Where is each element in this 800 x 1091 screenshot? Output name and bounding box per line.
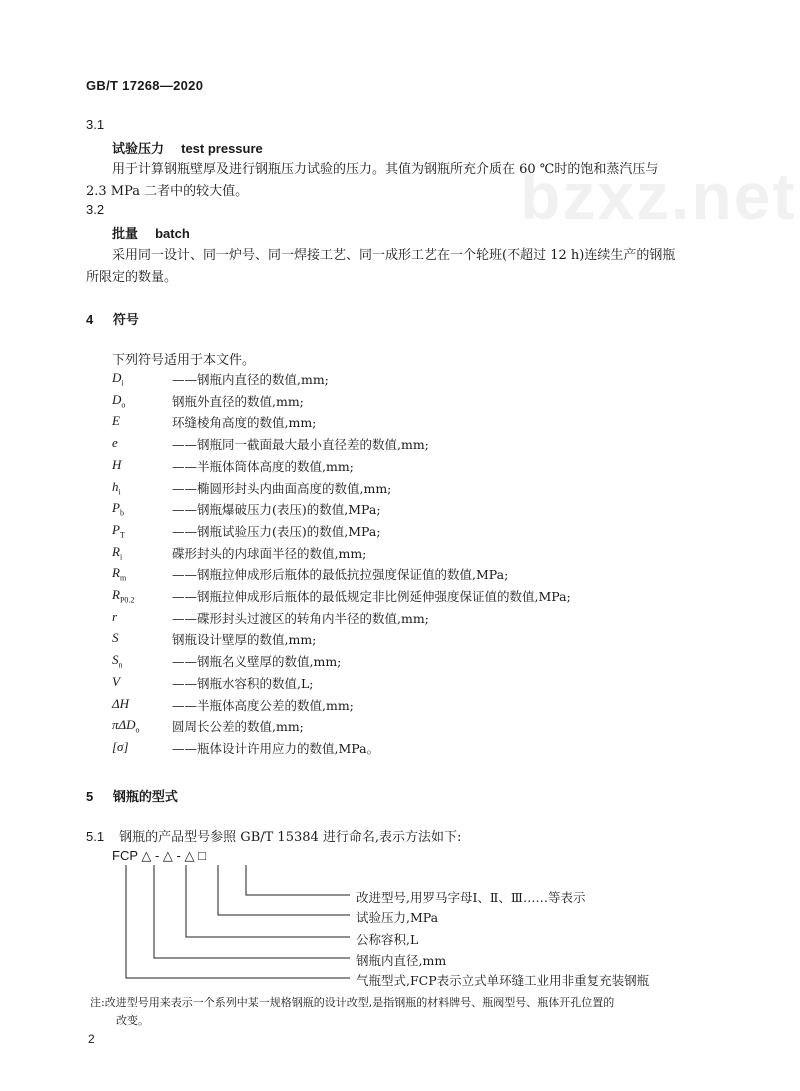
standard-number-header: GB/T 17268—2020 <box>86 78 204 93</box>
symbol-subscript: T <box>119 530 125 540</box>
symbol-base: E <box>112 413 120 428</box>
symbol-description: 碟形封头的内球面半径的数值,mm; <box>172 546 367 561</box>
symbol-subscript: o <box>135 725 140 735</box>
symbol-description: ——半瓶体筒体高度的数值,mm; <box>172 459 354 474</box>
watermark: bzxz.net <box>520 159 797 233</box>
clause-3-1-definition-line1: 用于计算钢瓶壁厚及进行钢瓶压力试验的压力。其值为钢瓶所充介质在 60 ℃时的饱和蒸汽压与 <box>112 162 659 177</box>
symbol-description: ——钢瓶拉伸成形后瓶体的最低抗拉强度保证值的数值,MPa; <box>172 567 509 582</box>
symbol-description: ——瓶体设计许用应力的数值,MPa。 <box>172 741 380 756</box>
label-inner-diameter: 钢瓶内直径,mm <box>356 953 447 968</box>
symbol-description: ——钢瓶试验压力(表压)的数值,MPa; <box>172 524 381 539</box>
leader-line-improvement <box>246 865 350 895</box>
symbol-base: R <box>112 587 120 602</box>
label-nominal-volume: 公称容积,L <box>356 932 419 947</box>
symbol-subscript: i <box>119 552 123 562</box>
label-cylinder-type: 气瓶型式,FCP表示立式单环缝工业用非重复充装钢瓶 <box>356 973 650 988</box>
section-5-number: 5 <box>86 789 94 804</box>
clause-3-1-number: 3.1 <box>86 117 105 132</box>
symbol-description: 钢瓶外直径的数值,mm; <box>172 394 304 409</box>
symbol-base: S <box>112 652 119 667</box>
symbol-description: ——钢瓶爆破压力(表压)的数值,MPa; <box>172 502 381 517</box>
symbol-subscript: i <box>118 487 121 497</box>
symbol-description: ——钢瓶内直径的数值,mm; <box>172 372 329 387</box>
symbol-description: ——半瓶体高度公差的数值,mm; <box>172 698 354 713</box>
clause-5-1-text: 钢瓶的产品型号参照 GB/T 15384 进行命名,表示方法如下: <box>119 830 462 845</box>
clause-3-2-definition-line2: 所限定的数量。 <box>86 270 178 285</box>
symbol-base: D <box>112 392 122 407</box>
symbol-subscript: P0.2 <box>119 595 135 605</box>
model-code: FCP △ - △ - △ □ <box>112 848 206 863</box>
term-zh: 试验压力 <box>112 141 165 156</box>
leader-line-nominal-volume <box>186 865 350 937</box>
term-en: test pressure <box>181 141 263 156</box>
label-improvement-model: 改进型号,用罗马字母Ⅰ、Ⅱ、Ⅲ……等表示 <box>356 890 586 905</box>
label-test-pressure: 试验压力,MPa <box>356 910 439 925</box>
symbol-description: 环缝棱角高度的数值,mm; <box>172 415 317 430</box>
section-4-title: 符号 <box>112 312 139 327</box>
symbol-description: ——椭圆形封头内曲面高度的数值,mm; <box>172 481 392 496</box>
symbol-description: ——碟形封头过渡区的转角内半径的数值,mm; <box>172 611 429 626</box>
symbol-base: [σ] <box>112 739 129 754</box>
leader-line-cylinder-type <box>126 865 350 978</box>
note-line2: 改变。 <box>116 1014 149 1027</box>
symbol-base: P <box>112 500 120 515</box>
symbol-subscript: b <box>119 508 124 518</box>
symbol-subscript: m <box>119 573 127 583</box>
symbol-description: 圆周长公差的数值,mm; <box>172 719 304 734</box>
section-5-title: 钢瓶的型式 <box>112 789 178 804</box>
symbol-base: h <box>112 479 119 494</box>
clause-3-1-definition-line2: 2.3 MPa 二者中的较大值。 <box>86 184 249 199</box>
symbol-description: 钢瓶设计壁厚的数值,mm; <box>172 632 317 647</box>
symbol-base: R <box>112 565 120 580</box>
clause-3-2-definition-line1: 采用同一设计、同一炉号、同一焊接工艺、同一成形工艺在一个轮班(不超过 12 h)连续生产的钢瓶 <box>112 248 676 263</box>
symbol-subscript: i <box>121 378 124 388</box>
symbol-base: P <box>112 522 120 537</box>
page-number: 2 <box>88 1032 95 1046</box>
symbol-base: H <box>112 457 122 472</box>
symbol-base: ΔH <box>112 696 130 711</box>
leader-line-inner-diameter <box>154 865 350 958</box>
term-en: batch <box>155 226 190 241</box>
symbols-intro: 下列符号适用于本文件。 <box>112 353 256 368</box>
note-line1: 注:改进型号用来表示一个系列中某一规格钢瓶的设计改型,是指钢瓶的材料牌号、瓶阀型号、瓶体开孔位置的 <box>90 996 615 1009</box>
symbol-subscript: n <box>118 660 123 670</box>
symbol-base: πΔD <box>112 717 136 732</box>
symbol-base: R <box>112 544 120 559</box>
term-zh: 批量 <box>112 226 139 241</box>
leader-line-test-pressure <box>218 865 350 915</box>
symbol-description: ——钢瓶拉伸成形后瓶体的最低规定非比例延伸强度保证值的数值,MPa; <box>172 589 571 604</box>
clause-5-1-number: 5.1 <box>86 829 105 844</box>
symbol-description: ——钢瓶名义壁厚的数值,mm; <box>172 654 342 669</box>
symbol-description: ——钢瓶水容积的数值,L; <box>172 676 314 691</box>
symbol-base: e <box>112 435 118 450</box>
symbol-base: D <box>112 370 122 385</box>
symbol-base: r <box>112 609 118 624</box>
symbol-base: V <box>112 674 120 689</box>
symbol-base: S <box>112 630 119 645</box>
clause-3-2-number: 3.2 <box>86 202 105 217</box>
symbol-description: ——钢瓶同一截面最大最小直径差的数值,mm; <box>172 437 429 452</box>
symbol-subscript: o <box>121 400 126 410</box>
section-4-number: 4 <box>86 312 94 327</box>
